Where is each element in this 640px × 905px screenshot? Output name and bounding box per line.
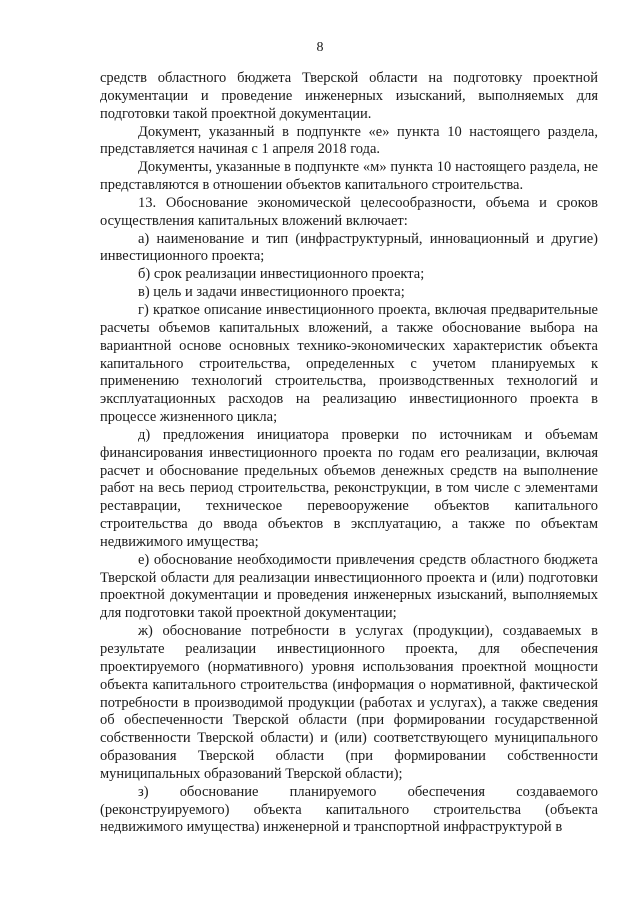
paragraph-continuation: средств областного бюджета Тверской области на подготовку проектной документации и проведение инженерных изысканий, выполняемых для подготовки такой проектной документации.	[100, 70, 598, 122]
page-number: 8	[316, 40, 324, 55]
document-body	[100, 70, 598, 837]
paragraph-document-e: Документ, указанный в подпункте «е» пункта 10 настоящего раздела, представляется начиная с 1 апреля 2018 года.	[100, 123, 598, 158]
paragraph-section-13: 13. Обоснование экономической целесообразности, объема и сроков осуществления капитальных вложений включает:	[100, 194, 598, 229]
list-item-e: е) обоснование необходимости привлечения средств областного бюджета Тверской области для реализации инвестиционного проекта и (или) подготовки проектной документации и проведения инженерных изысканий, выполняемых для подготовки такой проектной документации;	[100, 551, 598, 622]
list-item-b: б) срок реализации инвестиционного проекта;	[138, 266, 425, 283]
list-item-g: г) краткое описание инвестиционного проекта, включая предварительные расчеты объемов капитальных вложений, а также обоснование выбора на вариантной основе основных технико-экономических характеристик объекта капитального строительства, определенных с учетом планируемых к применению технологий строительства, производственных технологий и эксплуатационных расходов на реализацию инвестиционного проекта в процессе жизненного цикла;	[100, 301, 598, 426]
list-item-v: в) цель и задачи инвестиционного проекта;	[138, 284, 405, 301]
paragraph-documents-m: Документы, указанные в подпункте «м» пункта 10 настоящего раздела, не представляются в отношении объектов капитального строительства.	[100, 159, 598, 194]
list-item-zh: ж) обоснование потребности в услугах (продукции), создаваемых в результате реализации инвестиционного проекта, для обеспечения проектируемого (нормативного) уровня использования проектной мощности объекта капитального строительства (информация о нормативной, фактической потребности в производимой продукции (работах и услугах), а также сведения об обеспеченности Тверской области (при формировании государственной собственности Тверской области) и (или) соответствующего муниципального образования Тверской области (при формировании собственности муниципальных образований Тверской области);	[100, 623, 598, 782]
list-item-z: з) обоснование планируемого обеспечения создаваемого (реконструируемого) объекта капитального строительства (объекта недвижимого имущества) инженерной и транспортной инфраструктурой в	[100, 783, 598, 836]
list-item-a: а) наименование и тип (инфраструктурный, инновационный и другие) инвестиционного проекта;	[100, 230, 598, 265]
list-item-d: д) предложения инициатора проверки по источникам и объемам финансирования инвестиционного проекта по годам его реализации, включая расчет и обоснование предельных объемов денежных средств на выполнение работ на весь период строительства, реконструкции, в том числе с элементами реставрации, техническое перевооружение объектов капитального строительства до ввода объектов в эксплуатацию, а также по объектам недвижимого имущества;	[100, 426, 598, 550]
